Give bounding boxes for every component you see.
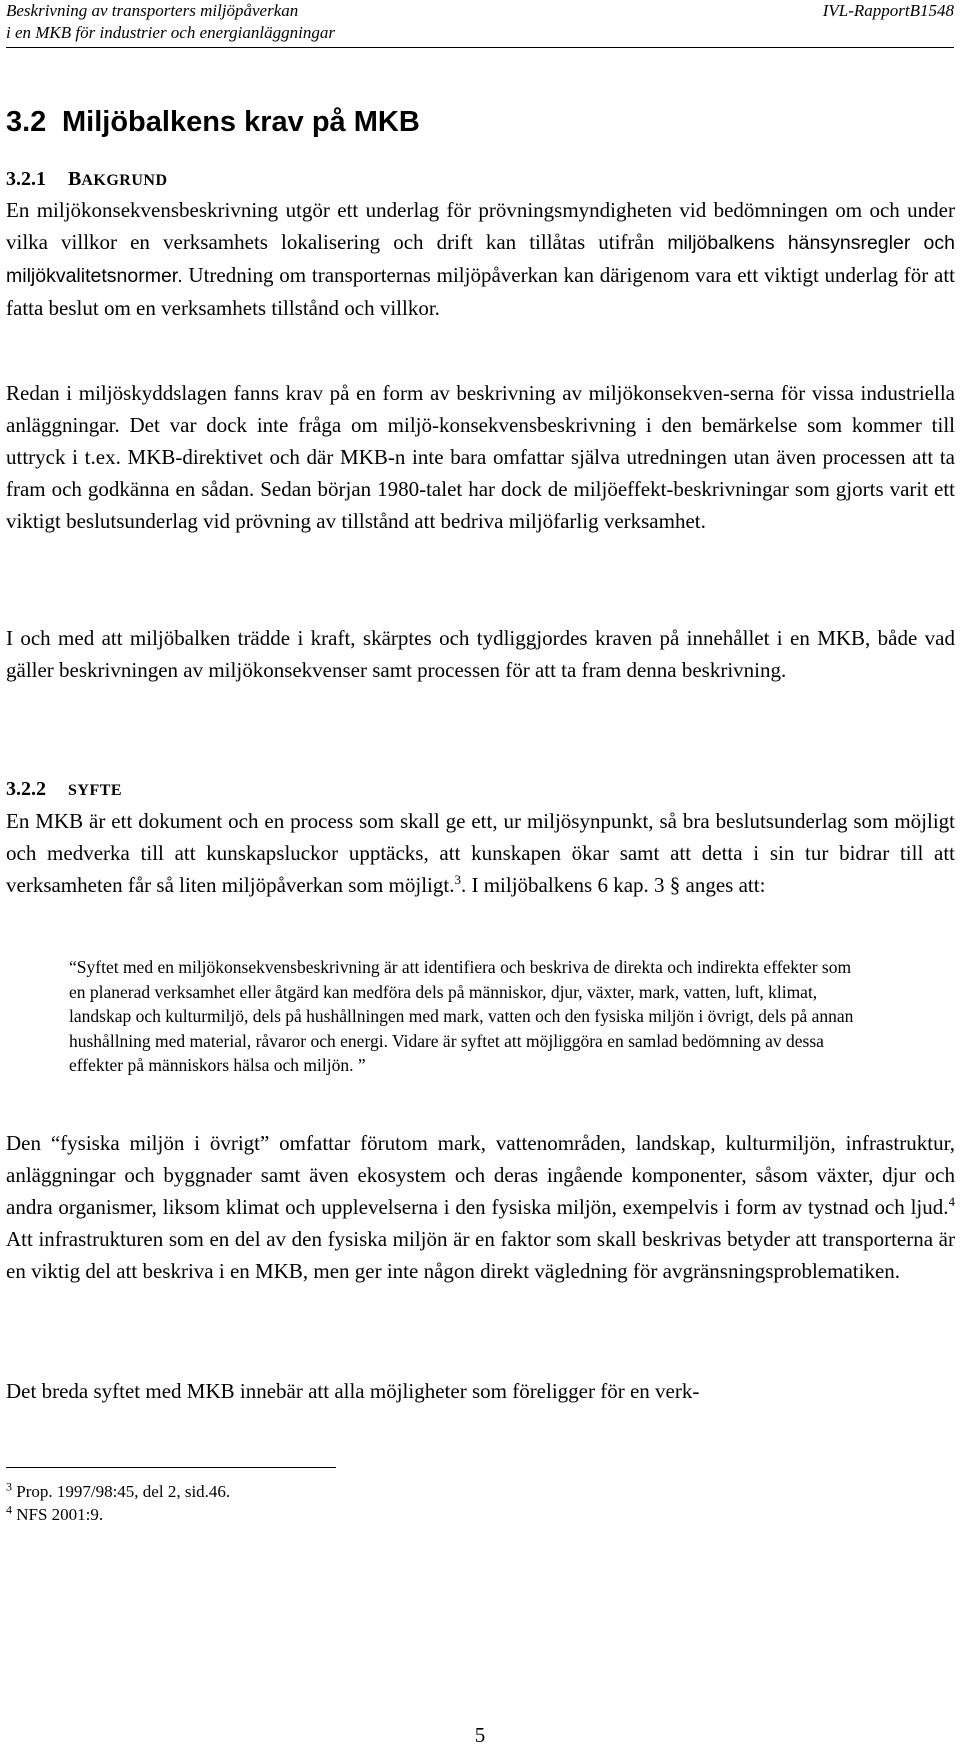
- header-title-line-1: Beskrivning av transporters miljöpåverkan: [6, 1, 299, 20]
- section-heading: [6, 104, 420, 140]
- subsection-heading-syfte: [6, 774, 122, 806]
- paragraph-text: Den “fysiska miljön i övrigt” omfattar förutom mark, vattenområden, landskap, kulturmiljön, infrastruktur, anläggningar och byggnader samt även ekosystem och deras ingående komponenter, såsom växter, djur och andra organismer, liksom klimat och upplevelserna i den fysiska miljön, exempelvis i form av tystnad och ljud.: [6, 1131, 955, 1219]
- paragraph-syfte-1: [6, 805, 955, 901]
- paragraph-text: Att infrastrukturen som en del av den fysiska miljön är en faktor som skall beskrivas betyder att transporterna är en viktig del att beskriva i en MKB, men ger inte någon direkt vägledning för avgränsningsproblematiken.: [6, 1227, 955, 1283]
- paragraph-bakgrund-2: Redan i miljöskyddslagen fanns krav på en form av beskrivning av miljökonsekven-serna för vissa industriella anläggningar. Det var dock inte fråga om miljö-konsekvensbeskrivning i den bemärkelse som kommer till uttryck i t.ex. MKB-direktivet och där MKB-n inte bara omfattar själva utredningen utan även processen att ta fram och godkänna en sådan. Sedan början 1980-talet har dock de miljöeffekt-beskrivningar som gjorts varit ett viktigt beslutsunderlag vid prövning av tillstånd att bedriva miljöfarlig verksamhet.: [6, 381, 955, 533]
- subsection-number: 3.2.2: [6, 778, 46, 800]
- footnote-mark: 4: [6, 1502, 12, 1517]
- header-title-line-2: i en MKB för industrier och energianläggningar: [6, 23, 335, 42]
- footnote-text: Prop. 1997/98:45, del 2, sid.46.: [12, 1482, 231, 1501]
- paragraph-text: En miljökonsekvensbeskrivning utgör ett underlag för prövningsmyndigheten vid bedömningen om och under vilka villkor en verksamhets lokalisering och drift kan tillåtas utifrån: [6, 198, 955, 254]
- header-title: [6, 0, 954, 44]
- paragraph-text: . I miljöbalkens 6 kap. 3 § anges att:: [460, 873, 766, 897]
- paragraph-syfte-2: [6, 1127, 955, 1287]
- footnote-reference[interactable]: 4: [948, 1194, 955, 1209]
- running-header: [6, 0, 954, 44]
- page-number: 5: [474, 1723, 486, 1747]
- paragraph-text: En MKB är ett dokument och en process som skall ge ett, ur miljösynpunkt, så bra beslutsunderlag som möjligt och medverka till att kunskapsluckor upptäcks, att kunskapen ökar samt att detta i sin tur bidrar till att verksamheten får så liten miljöpåverkan som möjligt.: [6, 809, 955, 897]
- header-report-id: IVL-RapportB1548: [822, 1, 954, 20]
- paragraph-text: Utredning om transporternas miljöpåverkan kan därigenom vara ett viktigt underlag för att fatta beslut om en verksamhets tillstånd och villkor.: [6, 263, 955, 320]
- subsection-title-rest: AKGRUND: [81, 172, 168, 189]
- footnote: [6, 1503, 103, 1526]
- footnote-separator: [6, 1467, 336, 1468]
- subsection-heading-bakgrund: [6, 164, 168, 196]
- footnote: [6, 1480, 230, 1503]
- subsection-title-initial: B: [68, 168, 82, 190]
- law-quotation: “Syftet med en miljökonsekvensbeskrivning är att identifiera och beskriva de direkta och indirekta effekter som en planerad verksamhet eller åtgärd kan medföra dels på människor, djur, växter, mark, vatten, luft, klimat, landskap och kulturmiljö, dels på hushållningen med mark, vatten och den fysiska miljön i övrigt, dels på annan hushållning med material, råvaror och energi. Vidare är syftet att möjliggöra en samlad bedömning av dessa effekter på människors hälsa och miljön. ”: [69, 957, 854, 1075]
- subsection-number: 3.2.1: [6, 168, 46, 190]
- footnote-text: NFS 2001:9.: [12, 1505, 104, 1524]
- footnote-mark: 3: [6, 1479, 12, 1494]
- subsection-title: SYFTE: [68, 782, 123, 799]
- section-number: 3.2: [6, 106, 47, 138]
- paragraph-bakgrund-1: [6, 194, 955, 324]
- footnote-reference[interactable]: 3: [454, 872, 461, 887]
- paragraph-syfte-3: Det breda syftet med MKB innebär att alla möjligheter som föreligger för en verk-: [6, 1379, 700, 1403]
- header-rule: [6, 47, 954, 48]
- paragraph-text-sans: miljöbalkens hänsynsregler och miljökvalitetsnormer.: [6, 232, 955, 287]
- section-title: Miljöbalkens krav på MKB: [62, 106, 420, 138]
- paragraph-bakgrund-3: I och med att miljöbalken trädde i kraft, skärptes och tydliggjordes kraven på innehållet i en MKB, både vad gäller beskrivningen av miljökonsekvenser samt processen för att ta fram denna beskrivning.: [6, 626, 955, 682]
